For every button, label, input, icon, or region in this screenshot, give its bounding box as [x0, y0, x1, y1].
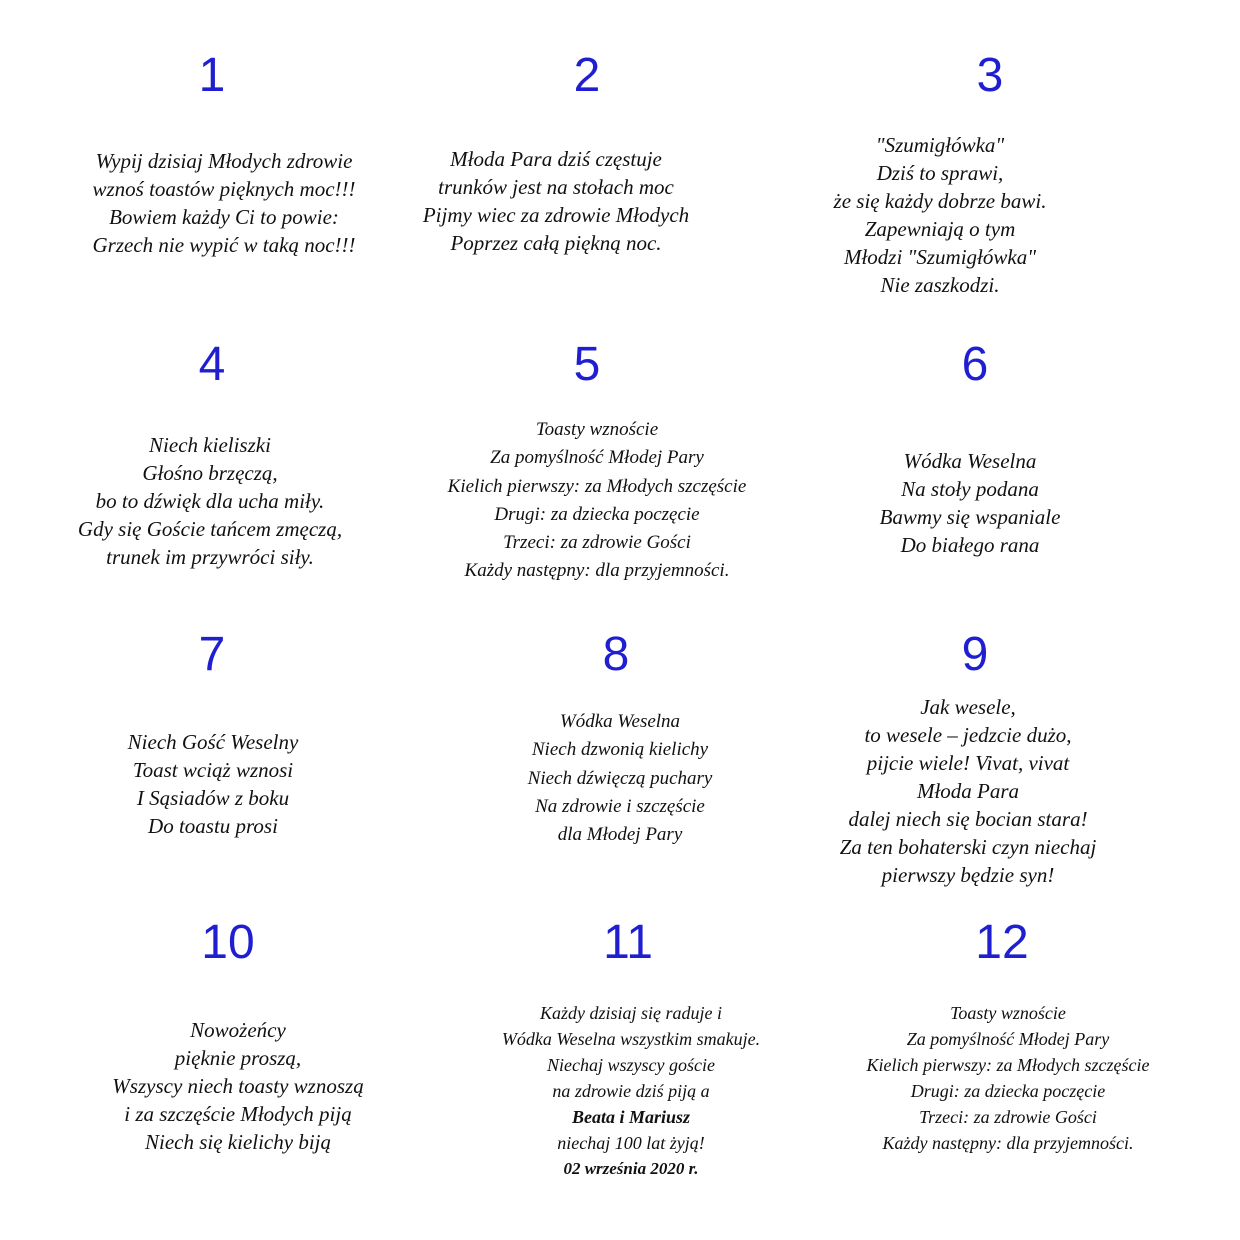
- verse-line: Niech się kielichy biją: [144, 1130, 332, 1154]
- toast-number: 11: [603, 916, 653, 969]
- verse-line: Nowożeńcy: [190, 1018, 286, 1042]
- toast-verse: [834, 131, 1047, 299]
- verse-line: Grzech nie wypić w taką noc!!!: [92, 233, 356, 257]
- toast-verse: [112, 1016, 363, 1156]
- verse-line: wznoś toastów pięknych moc!!!: [92, 177, 356, 201]
- verse-line: Do toastu prosi: [148, 814, 278, 838]
- verse-line: Na zdrowie i szczęście: [535, 795, 705, 817]
- verse-line: trunek im przywróci siły.: [106, 545, 314, 569]
- toast-verse: [880, 447, 1061, 559]
- toast-verse: [92, 147, 355, 259]
- toast-number: 10: [201, 916, 255, 969]
- toast-verse: [78, 431, 342, 571]
- verse-line: Jak wesele,: [920, 695, 1016, 719]
- verse-line: Bawmy się wspaniale: [879, 505, 1061, 529]
- verse-line: Każdy następny: dla przyjemności.: [464, 560, 730, 582]
- verse-line: Głośno brzęczą,: [142, 461, 278, 485]
- verse-line: Wszyscy niech toasty wznoszą: [112, 1074, 364, 1098]
- verse-line: pięknie proszą,: [174, 1046, 302, 1070]
- wedding-date: 02 września 2020 r.: [563, 1159, 699, 1178]
- verse-line: Nie zaszkodzi.: [880, 273, 1000, 297]
- verse-line: bo to dźwięk dla ucha miły.: [95, 489, 325, 513]
- toast-verse: [502, 1000, 760, 1182]
- verse-line: Za pomyślność Młodej Pary: [906, 1029, 1110, 1049]
- toast-verse: [128, 728, 299, 840]
- toast-number: 8: [602, 628, 630, 681]
- verse-line: Trzeci: za zdrowie Gości: [503, 532, 691, 554]
- verse-line: Drugi: za dziecka poczęcie: [494, 503, 700, 525]
- verse-line: Poprzez całą piękną noc.: [450, 231, 662, 255]
- toast-number: 6: [961, 338, 989, 391]
- toast-number: 5: [573, 338, 601, 391]
- toast-number: 4: [198, 338, 226, 391]
- verse-line: dalej niech się bocian stara!: [848, 807, 1088, 831]
- verse-line: Bowiem każdy Ci to powie:: [109, 205, 339, 229]
- verse-line: że się każdy dobrze bawi.: [833, 189, 1047, 213]
- verse-line: Młoda Para: [916, 779, 1020, 803]
- verse-line: Niechaj wszyscy goście: [547, 1055, 715, 1075]
- verse-line: Toast wciąż wznosi: [132, 758, 294, 782]
- toast-number: 9: [961, 628, 989, 681]
- verse-line: Do białego rana: [900, 533, 1040, 557]
- verse-line: niechaj 100 lat żyją!: [557, 1133, 705, 1153]
- verse-line: Kielich pierwszy: za Młodych szczęście: [866, 1055, 1150, 1075]
- toast-number: 7: [198, 628, 226, 681]
- verse-line: na zdrowie dziś piją a: [552, 1081, 710, 1101]
- verse-line: Każdy następny: dla przyjemności.: [882, 1133, 1134, 1153]
- verse-line: Niech Gość Weselny: [127, 730, 299, 754]
- verse-line: Niech dźwięczą puchary: [527, 767, 713, 789]
- verse-line: Kielich pierwszy: za Młodych szczęście: [447, 475, 747, 497]
- toast-number: 3: [976, 49, 1004, 102]
- verse-line: pijcie wiele! Vivat, vivat: [866, 751, 1070, 775]
- verse-line: trunków jest na stołach moc: [438, 175, 674, 199]
- verse-line: Wódka Weselna wszystkim smakuje.: [501, 1029, 761, 1049]
- verse-line: Zapewniają o tym: [864, 217, 1016, 241]
- verse-line: Każdy dzisiaj się raduje i: [539, 1003, 723, 1023]
- verse-line: Gdy się Goście tańcem zmęczą,: [77, 517, 343, 541]
- verse-line: Za pomyślność Młodej Pary: [490, 447, 704, 469]
- verse-line: Trzeci: za zdrowie Gości: [919, 1107, 1097, 1127]
- toast-verse: [867, 1000, 1150, 1156]
- verse-line: pierwszy będzie syn!: [881, 863, 1055, 887]
- verse-line: Wypij dzisiaj Młodych zdrowie: [95, 149, 353, 173]
- verse-line: to wesele – jedzcie dużo,: [864, 723, 1072, 747]
- verse-line: Toasty wznoście: [535, 419, 659, 440]
- verse-line: Drugi: za dziecka poczęcie: [910, 1081, 1106, 1101]
- toast-number: 12: [975, 916, 1029, 969]
- toast-verse: [528, 708, 713, 849]
- verse-line: "Szumigłówka": [875, 133, 1005, 157]
- verse-line: Młodzi "Szumigłówka": [843, 245, 1037, 269]
- toast-number: 2: [573, 49, 601, 102]
- verse-line: Wódka Weselna: [559, 711, 681, 732]
- verse-line: Pijmy wiec za zdrowie Młodych: [422, 203, 690, 227]
- verse-line: dla Młodej Pary: [557, 824, 683, 846]
- toast-verse: [840, 693, 1097, 889]
- couple-names: Beata i Mariusz: [571, 1107, 691, 1127]
- verse-line: I Sąsiadów z boku: [136, 786, 290, 810]
- verse-line: Na stoły podana: [901, 477, 1039, 501]
- verse-line: Dziś to sprawi,: [876, 161, 1004, 185]
- toast-verse: [448, 416, 747, 586]
- toast-number: 1: [198, 49, 226, 102]
- verse-line: Toasty wznoście: [950, 1003, 1066, 1023]
- verse-line: Niech kieliszki: [149, 433, 271, 457]
- verse-line: Niech dzwonią kielichy: [531, 739, 709, 761]
- verse-line: Młoda Para dziś częstuje: [450, 147, 662, 171]
- verse-line: Wódka Weselna: [903, 449, 1037, 473]
- verse-line: i za szczęście Młodych piją: [124, 1102, 352, 1126]
- toast-verse: [423, 145, 689, 257]
- verse-line: Za ten bohaterski czyn niechaj: [839, 835, 1097, 859]
